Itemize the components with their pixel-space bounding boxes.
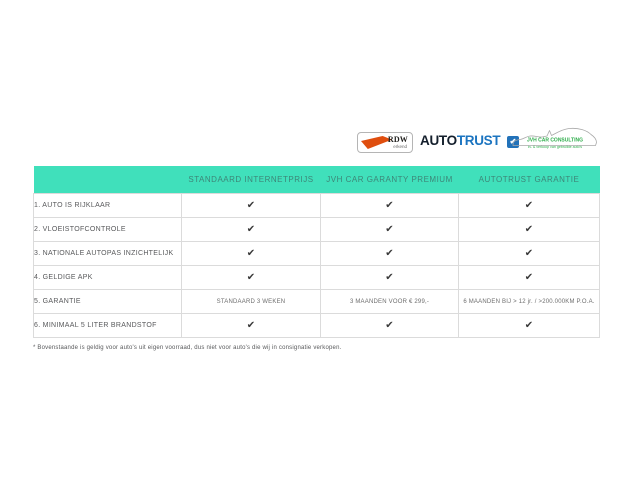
table-row	[34, 194, 600, 218]
header-cell-empty	[34, 166, 182, 194]
check-cell: ✔	[321, 194, 459, 218]
row-label: 5. GARANTIE	[34, 290, 182, 314]
text-cell: STANDAARD 3 WEKEN	[182, 290, 321, 314]
jvh-logo-line2: in- & verkoop van gebruikte auto's	[527, 145, 583, 149]
footnote: * Bovenstaande is geldig voor auto's uit eigen voorraad, dus niet voor auto's die wij in consignatie verkopen.	[33, 345, 342, 351]
autotrust-logo-text-trust: TRUST	[456, 133, 501, 148]
table-row	[34, 314, 600, 338]
rdw-logo-title: RDW	[387, 135, 408, 144]
car-outline-icon	[511, 124, 599, 155]
check-cell: ✔	[459, 314, 600, 338]
check-cell: ✔	[459, 266, 600, 290]
check-cell: ✔	[182, 218, 321, 242]
autotrust-logo-text-auto: AUTO	[420, 133, 457, 148]
row-label: 2. VLOEISTOFCONTROLE	[34, 218, 182, 242]
comparison-table	[33, 166, 600, 338]
check-cell: ✔	[321, 218, 459, 242]
check-cell: ✔	[321, 242, 459, 266]
rdw-logo-subtitle: erkend	[393, 144, 407, 149]
row-label: 4. GELDIGE APK	[34, 266, 182, 290]
table-header-row	[34, 166, 600, 194]
text-cell: 3 MAANDEN VOOR € 299,-	[321, 290, 459, 314]
check-cell: ✔	[182, 314, 321, 338]
rdw-logo	[357, 132, 413, 153]
autotrust-logo	[420, 133, 519, 149]
row-label: 3. NATIONALE AUTOPAS INZICHTELIJK	[34, 242, 182, 266]
check-cell: ✔	[321, 314, 459, 338]
table-row	[34, 266, 600, 290]
row-label: 6. MINIMAAL 5 LITER BRANDSTOF	[34, 314, 182, 338]
header-cell-jvh-car-garanty-premium: JVH CAR GARANTY PREMIUM	[321, 166, 459, 194]
check-cell: ✔	[459, 218, 600, 242]
check-cell: ✔	[182, 242, 321, 266]
logo-bar	[355, 122, 600, 156]
check-cell: ✔	[182, 194, 321, 218]
header-cell-autotrust-garantie: AUTOTRUST GARANTIE	[459, 166, 600, 194]
check-cell: ✔	[182, 266, 321, 290]
check-cell: ✔	[459, 194, 600, 218]
text-cell: 6 MAANDEN BIJ > 12 jr. / >200.000KM P.O.A.	[459, 290, 600, 314]
header-cell-standaard-internetprijs: STANDAARD INTERNETPRIJS	[182, 166, 321, 194]
table-row	[34, 218, 600, 242]
row-label: 1. AUTO IS RIJKLAAR	[34, 194, 182, 218]
check-cell: ✔	[321, 266, 459, 290]
jvh-logo	[511, 124, 599, 155]
autotrust-check-icon: ✔	[507, 136, 519, 148]
table-row	[34, 290, 600, 314]
table-row	[34, 242, 600, 266]
jvh-logo-line1: JVH CAR CONSULTING	[526, 137, 584, 144]
check-cell: ✔	[459, 242, 600, 266]
